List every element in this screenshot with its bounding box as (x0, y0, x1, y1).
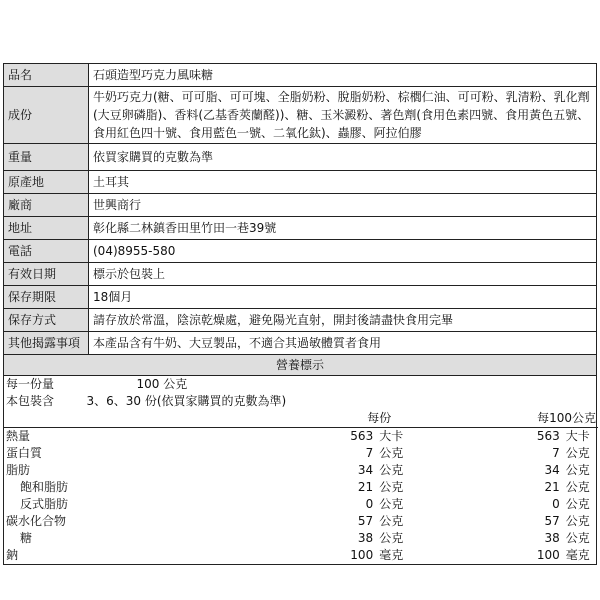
serving-size-label: 每一份量 (6, 377, 55, 391)
nutrition-row (4, 547, 598, 564)
row-ingredients (4, 87, 597, 144)
per-100g-unit: 公克 (565, 497, 590, 511)
value-product-name: 石頭造型巧克力風味糖 (89, 64, 597, 87)
row-weight (4, 144, 597, 171)
per-100g-value: 100 (536, 548, 560, 562)
nutrition-panel (3, 376, 597, 565)
label-phone: 電話 (4, 240, 89, 263)
servings-per-pack-row (4, 393, 598, 410)
per-100g-unit: 公克 (565, 480, 590, 494)
per-serving-value: 57 (357, 514, 374, 528)
nutrition-title: 營養標示 (4, 355, 597, 376)
nutrient-name: 熱量 (6, 429, 31, 443)
col-per-serving: 每份 (154, 410, 411, 428)
nutrient-name: 鈉 (6, 548, 19, 562)
per-serving-unit: 公克 (379, 480, 404, 494)
row-vendor (4, 194, 597, 217)
per-100g-value: 38 (544, 531, 560, 545)
nutrition-header-row (4, 410, 598, 428)
per-serving-unit: 毫克 (379, 548, 404, 562)
nutrient-name: 脂肪 (6, 463, 31, 477)
per-100g-value: 21 (544, 480, 560, 494)
per-100g-value: 34 (544, 463, 560, 477)
product-label-sheet (3, 63, 597, 565)
per-serving-unit: 公克 (379, 531, 404, 545)
nutrition-row (4, 445, 598, 462)
value-address: 彰化縣二林鎮香田里竹田一巷39號 (89, 217, 597, 240)
row-expiry-date (4, 263, 597, 286)
label-other-disclosure: 其他揭露事項 (4, 332, 89, 355)
per-100g-value: 7 (552, 446, 560, 460)
per-serving-value: 563 (350, 429, 374, 443)
product-info-table (3, 63, 597, 376)
nutrition-table (4, 376, 598, 564)
servings-per-pack-value: 3、6、30 份(依買家購買的克數為準) (86, 394, 287, 408)
label-origin: 原產地 (4, 171, 89, 194)
row-shelf-life (4, 286, 597, 309)
per-serving-value: 100 (350, 548, 374, 562)
nutrition-row (4, 513, 598, 530)
per-serving-unit: 公克 (379, 463, 404, 477)
nutrient-name: 反式脂肪 (20, 497, 69, 511)
value-ingredients: 牛奶巧克力(糖、可可脂、可可塊、全脂奶粉、脫脂奶粉、棕櫚仁油、可可粉、乳清粉、乳化劑(大豆卵磷脂)、香料(乙基香莢蘭醛))、糖、玉米澱粉、著色劑(食用色素四號、食用黃色五號、食用紅色四十號、食用藍色一號、二氧化鈦)、蟲膠、阿拉伯膠 (89, 87, 597, 144)
nutrition-row (4, 496, 598, 513)
per-100g-unit: 公克 (565, 531, 590, 545)
label-product-name: 品名 (4, 64, 89, 87)
value-phone: (04)8955-580 (89, 240, 597, 263)
label-storage: 保存方式 (4, 309, 89, 332)
per-100g-unit: 毫克 (565, 548, 590, 562)
value-weight: 依買家購買的克數為準 (89, 144, 597, 171)
per-100g-value: 0 (552, 497, 560, 511)
label-vendor: 廠商 (4, 194, 89, 217)
per-serving-unit: 公克 (379, 497, 404, 511)
nutrition-row (4, 479, 598, 496)
row-storage (4, 309, 597, 332)
per-100g-unit: 公克 (565, 463, 590, 477)
per-100g-value: 57 (544, 514, 560, 528)
per-100g-unit: 大卡 (565, 429, 590, 443)
label-shelf-life: 保存期限 (4, 286, 89, 309)
nutrition-row (4, 428, 598, 446)
label-ingredients: 成份 (4, 87, 89, 144)
label-address: 地址 (4, 217, 89, 240)
nutrient-name: 飽和脂肪 (20, 480, 69, 494)
per-100g-unit: 公克 (565, 446, 590, 460)
row-product-name (4, 64, 597, 87)
per-serving-unit: 公克 (379, 446, 404, 460)
per-serving-value: 34 (357, 463, 374, 477)
label-expiry-date: 有效日期 (4, 263, 89, 286)
per-serving-value: 7 (365, 446, 374, 460)
serving-size-value: 100 公克 (136, 377, 188, 391)
servings-per-pack-label: 本包裝含 (6, 394, 55, 408)
nutrient-name: 碳水化合物 (6, 514, 67, 528)
value-other-disclosure: 本產品含有牛奶、大豆製品，不適合其過敏體質者食用 (89, 332, 597, 355)
per-100g-value: 563 (536, 429, 560, 443)
per-serving-value: 21 (357, 480, 374, 494)
value-vendor: 世興商行 (89, 194, 597, 217)
per-serving-value: 38 (357, 531, 374, 545)
label-weight: 重量 (4, 144, 89, 171)
nutrition-row (4, 530, 598, 547)
nutrient-name: 糖 (20, 531, 33, 545)
row-phone (4, 240, 597, 263)
value-shelf-life: 18個月 (89, 286, 597, 309)
per-serving-unit: 大卡 (379, 429, 404, 443)
serving-size-row (4, 376, 598, 393)
per-serving-unit: 公克 (379, 514, 404, 528)
value-storage: 請存放於常溫，陰涼乾燥處，避免陽光直射，開封後請盡快食用完畢 (89, 309, 597, 332)
row-address (4, 217, 597, 240)
value-origin: 土耳其 (89, 171, 597, 194)
nutrition-title-row (4, 355, 597, 376)
nutrition-row (4, 462, 598, 479)
row-other-disclosure (4, 332, 597, 355)
per-100g-unit: 公克 (565, 514, 590, 528)
value-expiry-date: 標示於包裝上 (89, 263, 597, 286)
col-per-100g: 每100公克 (411, 410, 598, 428)
nutrient-name: 蛋白質 (6, 446, 43, 460)
row-origin (4, 171, 597, 194)
per-serving-value: 0 (365, 497, 374, 511)
